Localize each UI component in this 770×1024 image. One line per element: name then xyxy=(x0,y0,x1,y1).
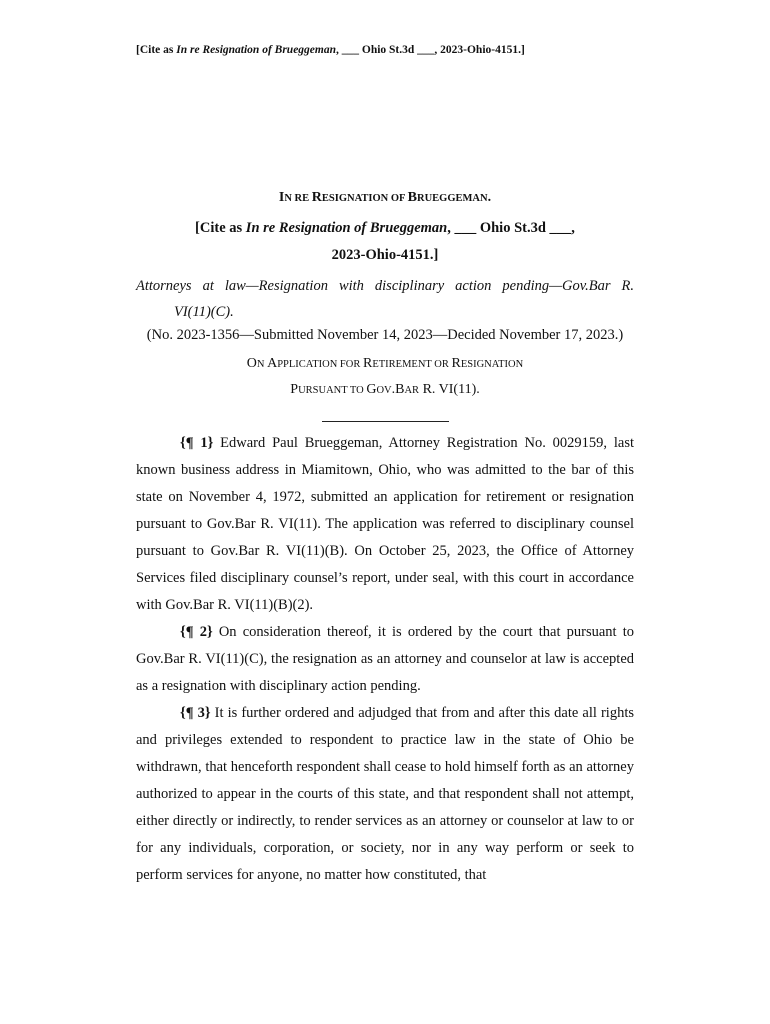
section-divider xyxy=(322,421,449,422)
case-title: IN RE RESIGNATION OF BRUEGGEMAN. xyxy=(278,190,492,205)
citation-line-1: [Cite as In re Resignation of Brueggeman, ___ Ohio St.3d ___, xyxy=(195,220,575,236)
paragraph-number: {¶ 3} xyxy=(180,705,211,721)
procedural-heading-line-1: ON APPLICATION FOR RETIREMENT OR RESIGNATION xyxy=(246,356,524,371)
citation-line-2: 2023-Ohio-4151.] xyxy=(331,247,439,263)
paragraph-number: {¶ 2} xyxy=(180,624,213,640)
running-head-citation xyxy=(136,44,636,56)
running-head-suffix: , ___ Ohio St.3d ___, 2023-Ohio-4151.] xyxy=(336,44,525,56)
paragraph-number: {¶ 1} xyxy=(180,435,214,451)
running-head-prefix: [Cite as xyxy=(136,44,177,56)
syllabus-headnote: Attorneys at law—Resignation with disciplinary action pending—Gov.Bar R. VI(11)(C). xyxy=(136,278,634,320)
opinion-body xyxy=(136,430,634,889)
paragraph-text: It is further ordered and adjudged that from and after this date all rights and privileges extended to respondent to practice law in the state of Ohio be withdrawn, that henceforth respondent shall cease to hold himself forth as an attorney authorized to appear in the courts of this state, and that respondent shall not attempt, either directly or indirectly, to render services as an attorney or counselor at law to or for any individuals, corporation, or society, nor in any way perform or seek to perform services for anyone, no matter how constituted, that xyxy=(136,705,635,883)
docket-line: (No. 2023-1356—Submitted November 14, 2023—Decided November 17, 2023.) xyxy=(146,327,624,343)
citation-case-name: In re Resignation of Brueggeman xyxy=(245,220,448,236)
running-head-case-name: In re Resignation of Brueggeman xyxy=(176,44,336,56)
procedural-heading-line-2: PURSUANT TO GOV.BAR R. VI(11). xyxy=(290,382,480,397)
paragraph-2 xyxy=(136,619,634,700)
paragraph-text: Edward Paul Brueggeman, Attorney Registration No. 0029159, last known business address in Miamitown, Ohio, who was admitted to the bar of this state on November 4, 1972, submitted an application for retirement or resignation pursuant to Gov.Bar R. VI(11). The application was referred to disciplinary counsel pursuant to Gov.Bar R. VI(11)(B). On October 25, 2023, the Office of Attorney Services filed disciplinary counsel’s report, under seal, with this court in accordance with Gov.Bar R. VI(11)(B)(2). xyxy=(136,435,635,613)
paragraph-text: On consideration thereof, it is ordered by the court that pursuant to Gov.Bar R. VI(11)(C), the resignation as an attorney and counselor at law is accepted as a resignation with disciplinary action pending. xyxy=(136,624,634,694)
paragraph-1 xyxy=(136,430,634,619)
paragraph-3 xyxy=(136,700,634,889)
